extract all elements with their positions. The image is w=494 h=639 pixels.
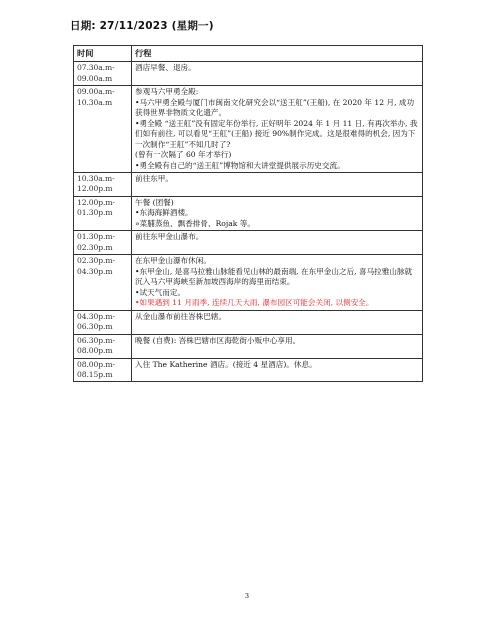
activity-cell	[132, 310, 423, 334]
table-row	[74, 62, 423, 86]
header-schedule: 行程	[132, 46, 423, 62]
time-cell	[74, 255, 132, 310]
table-row	[74, 231, 423, 255]
page-number: 3	[244, 592, 250, 600]
activity-text: •马六甲勇全殿与厦门市闽南文化研究会以“送王舡”(王船), 在 2020 年 12 月, 成功获得世界非物质文化遗产。	[135, 97, 415, 118]
activity-text: 参观马六甲勇全殿:	[135, 87, 199, 97]
time-text: 07.30a.m-	[77, 63, 115, 73]
table-row	[74, 86, 423, 173]
time-text: 08.15p.m	[77, 369, 113, 379]
activity-text: •东甲金山, 是喜马拉雅山脉能看见山林的最南端, 在东甲金山之后, 喜马拉雅山脉就沉入马六甲海峡至新加坡西海岸的海里而结束。	[135, 266, 413, 287]
table-header-row	[74, 46, 423, 62]
time-cell	[74, 196, 132, 230]
activity-text: •东海海鲜酒楼。	[135, 208, 193, 218]
table-row	[74, 310, 423, 334]
time-cell	[74, 173, 132, 197]
activity-cell	[132, 62, 423, 86]
activity-text: •试天气而定。	[135, 287, 186, 297]
time-text: 01.30p.m	[77, 208, 113, 218]
time-text: 12.00p.m	[77, 184, 113, 194]
time-text: 10.30a.m	[77, 97, 113, 107]
time-cell	[74, 334, 132, 358]
table-row	[74, 358, 423, 382]
activity-text: 晚餐 (自费): 峇株巴辖市区海乾街小贩中心享用。	[135, 335, 301, 345]
table-row	[74, 334, 423, 358]
date-heading: 日期: 27/11/2023 (星期一)	[70, 20, 214, 32]
itinerary-table	[73, 45, 423, 382]
activity-text: 入住 The Katherine 酒店。(接近 4 星酒店)。休息。	[135, 359, 317, 369]
activity-cell	[132, 358, 423, 382]
activity-text: 前往东甲金山瀑布。	[135, 232, 204, 242]
activity-cell	[132, 86, 423, 173]
time-text: 12.00p.m-	[77, 197, 115, 207]
time-text: 10.30a.m-	[77, 174, 115, 183]
activity-cell	[132, 255, 423, 310]
time-text: 06.30p.m-	[77, 335, 115, 345]
activity-text: 酒店早餐、退房。	[135, 63, 196, 73]
activity-text: 前往东甲。	[135, 174, 173, 183]
warning-text: •如果遇到 11 月雨季, 连续几天大雨, 瀑布园区可能会关闭, 以侧安全。	[135, 298, 374, 308]
time-cell	[74, 310, 132, 334]
time-text: 02.30p.m-	[77, 256, 115, 266]
activity-text: 从金山瀑布前往峇株巴辖。	[135, 311, 227, 321]
activity-text: 在东甲金山瀑布休闲。	[135, 256, 211, 266]
time-text: 01.30p.m-	[77, 232, 115, 242]
time-cell	[74, 86, 132, 173]
time-text: 09.00a.m-	[77, 87, 115, 97]
activity-text: •勇全殿有自己的“送王舡”博物馆和大讲堂提供展示历史交流。	[135, 160, 345, 170]
time-text: 09.00a.m	[77, 73, 113, 83]
activity-cell	[132, 196, 423, 230]
time-cell	[74, 358, 132, 382]
activity-text: »菜脯蒸鱼、飘香排骨、Rojak 等。	[135, 218, 255, 228]
time-text: 08.00p.m	[77, 346, 113, 356]
time-text: 04.30p.m-	[77, 311, 115, 321]
table-row	[74, 196, 423, 230]
time-text: 08.00p.m-	[77, 359, 115, 369]
time-text: 04.30p.m	[77, 266, 113, 276]
header-time: 时间	[74, 46, 132, 62]
activity-cell	[132, 173, 423, 197]
table-row	[74, 173, 423, 197]
time-cell	[74, 231, 132, 255]
activity-text: (曾有一次隔了 60 年才举行)	[135, 150, 232, 160]
activity-cell	[132, 231, 423, 255]
time-text: 02.30p.m	[77, 242, 113, 252]
table-row	[74, 255, 423, 310]
time-text: 06.30p.m	[77, 322, 113, 332]
time-cell	[74, 62, 132, 86]
activity-cell	[132, 334, 423, 358]
activity-text: 午餐 (团餐)	[135, 197, 174, 207]
activity-text: •勇全殿 “送王舡”没有固定年份举行, 正好明年 2024 年 1 月 11 日, 有再次举办, 我们如有前往, 可以看见“王舡”(王船) 接近 90%制作完成。这是很难得的机会, 因为下一次制作“王舡”不知几时了?	[135, 118, 418, 149]
